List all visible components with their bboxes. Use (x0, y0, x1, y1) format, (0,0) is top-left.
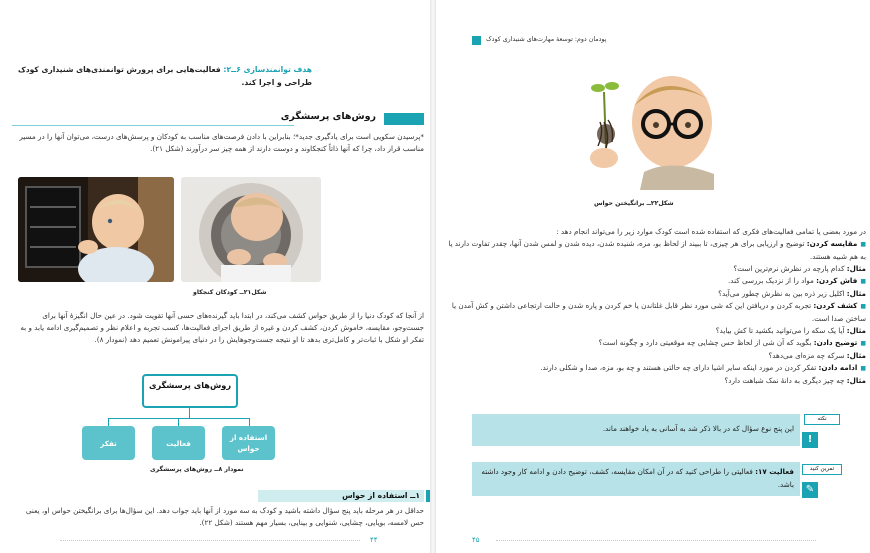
goal-statement (12, 63, 312, 89)
note-text: این پنج نوع سؤال که در بالا ذکر شد به آسانی به یاد خواهند ماند. (602, 424, 794, 433)
goal-prefix: هدف توانمندسازی ۶ــ۲: (220, 65, 312, 74)
bullet-square-icon (857, 239, 866, 248)
left-page (0, 0, 430, 553)
footer-rule (496, 540, 816, 541)
photo-child-washer (181, 177, 321, 282)
pencil-icon: ✎ (802, 482, 818, 498)
photo-boy-glasses-plant (564, 62, 716, 190)
bullet-square-icon (857, 363, 866, 372)
diagram-caption: نمودار ۸ــ روش‌های پرسشگری (150, 466, 244, 473)
list-example: مثال: کدام پارچه در نظرش نرم‌ترین است؟ (733, 264, 866, 273)
list-example: مثال: آیا یک سکه را می‌توانید بکشید تا کش بیاید؟ (715, 326, 866, 335)
section-title: روش‌های پرسشگری (280, 111, 376, 122)
list-example: مثال: اکلیل زیر ذره بین به نظرش چطور می‌آید؟ (718, 289, 866, 298)
list-item: ■ کشف کردن: تجربه کردن و دریافتن این که شی مورد نظر قابل غلتاندن یا خم کردن و پاره شدن و حالت ارتجاعی داشتن و کش آمدن یا ساختن صدا است. (446, 300, 866, 325)
running-head-text: پودمان دوم: توسعهٔ مهارت‌های شنیداری کودک (486, 36, 607, 43)
diagram-node-senses: استفاده از حواس (222, 426, 275, 460)
list-item: ■ توضیح دادن: بگوید که آن شی از لحاظ حس چشایی چه موقعیتی دارد و چگونه است؟ (446, 337, 866, 350)
exclamation-icon: ! (802, 432, 818, 448)
right-page (436, 0, 870, 553)
footer-rule (60, 540, 360, 541)
running-head (472, 36, 632, 46)
activity-content (478, 465, 794, 491)
diagram-connector (249, 418, 250, 426)
figure-caption-22: شکل۲۲ــ برانگیختن حواس (594, 200, 674, 207)
diagram-connector (108, 418, 109, 426)
diagram-node-activity: فعالیت (152, 426, 205, 460)
paragraph-using-senses: حداقل در هر مرحله باید پنج سؤال داشته باشید و کودک به سه مورد از آنها باید جواب دهد. این سؤال‌ها برای برانگیختن حواس او، یعنی حس لامسه، بویایی، چشایی، شنوایی و بینایی، بسیار مهم هستند (شکل ۲۲). (25, 506, 424, 527)
activity-box (472, 462, 800, 496)
list-item: ■ مقایسه کردن: توضیح و ارزیابی برای هر چیزی، تا ببیند از لحاظ بو، مزه، شنیده شدن، دیده شدن و لمس شدن آنها، چقدر تفاوت دارند یا به هم شبیه هستند. (446, 238, 866, 263)
figure-caption-21: شکل۲۱ــ کودکان کنجکاو (193, 289, 267, 296)
note-box (472, 414, 800, 446)
bullet-square-icon (857, 301, 866, 310)
diagram-connector (178, 418, 179, 426)
list-example: مثال: سرکه چه مزه‌ای می‌دهد؟ (768, 351, 866, 360)
list-example: مثال: چه چیز دیگری به دانهٔ نمک شباهت دارد؟ (724, 376, 866, 385)
page-number-left: ۴۴ (370, 536, 378, 544)
section-divider (12, 125, 294, 126)
diagram-root-node: روش‌های پرسشگری (142, 374, 238, 408)
list-item: ■ ادامه دادن: تفکر کردن در مورد اینکه سایر اشیا دارای چه حالتی هستند و چه بو، مزه، صدا و شکلی دارند. (446, 362, 866, 375)
list-intro: در مورد بعضی یا تمامی فعالیت‌های فکری که استفاده شده است کودک موارد زیر را می‌تواند انجام دهد : (556, 227, 866, 236)
subsection-title: ۱ــ استفاده از حواس (342, 491, 420, 500)
page-number-right: ۴۵ (472, 536, 480, 544)
bullet-square-icon (857, 276, 866, 285)
section-accent-bar (384, 113, 424, 125)
running-head-square (472, 36, 481, 45)
bullet-square-icon (857, 338, 866, 347)
thinking-activities-list (446, 226, 866, 387)
activity-text: فعالیتی را طراحی کنید که در آن امکان مقایسه، کشف، توضیح دادن و ادامه کار وجود داشته باشد. (481, 467, 794, 489)
subsection-header (258, 490, 424, 502)
section-header (12, 111, 424, 127)
activity-title: فعالیت ۱۷: (755, 467, 794, 476)
paragraph-intro: *پرسیدن سکویی است برای یادگیری جدید*؛ بنابراین با دادن فرصت‌های مناسب به کودکان و پرسش‌های درست، می‌توان آنها را در مسیر مناسب قرار داد، چرا که آنها ذاتاً کنجکاوند و دوست دارند از همه چیز سر درآورند (شکل ۲۱). (19, 132, 424, 153)
diagram-node-thinking: تفکر (82, 426, 135, 460)
diagram-connector (189, 408, 190, 418)
activity-label: تمرین کنید (802, 464, 842, 475)
note-label: نکته (804, 414, 840, 425)
paragraph-senses: از آنجا که کودک دنیا را از طریق حواس کشف می‌کند، در ابتدا باید گیرنده‌های حسی آنها تقویت شود. در عین حال انگیزهٔ آنها برای جست‌وجو، مقایسه، خاموش کردن، کشف کردن و غیره از طریق اجرای فعالیت‌ها، کسب تجربه و اعلام نظر و تصمیم‌گیری ادامه یابد و به تفکر او شکل با ثبات‌تر و کامل‌تری بدهد تا او نتیجه جست‌وجوهایش را در دنیای پیرامونش تعمیم دهد (نمودار ۸). (20, 311, 424, 344)
photo-child-oven (18, 177, 174, 282)
list-item: ■ فاش کردن: مواد را از نزدیک بررسی کند. (446, 275, 866, 288)
goal-text: فعالیت‌هایی برای پرورش توانمندی‌های شنیداری کودک طراحی و اجرا کند. (17, 65, 312, 87)
